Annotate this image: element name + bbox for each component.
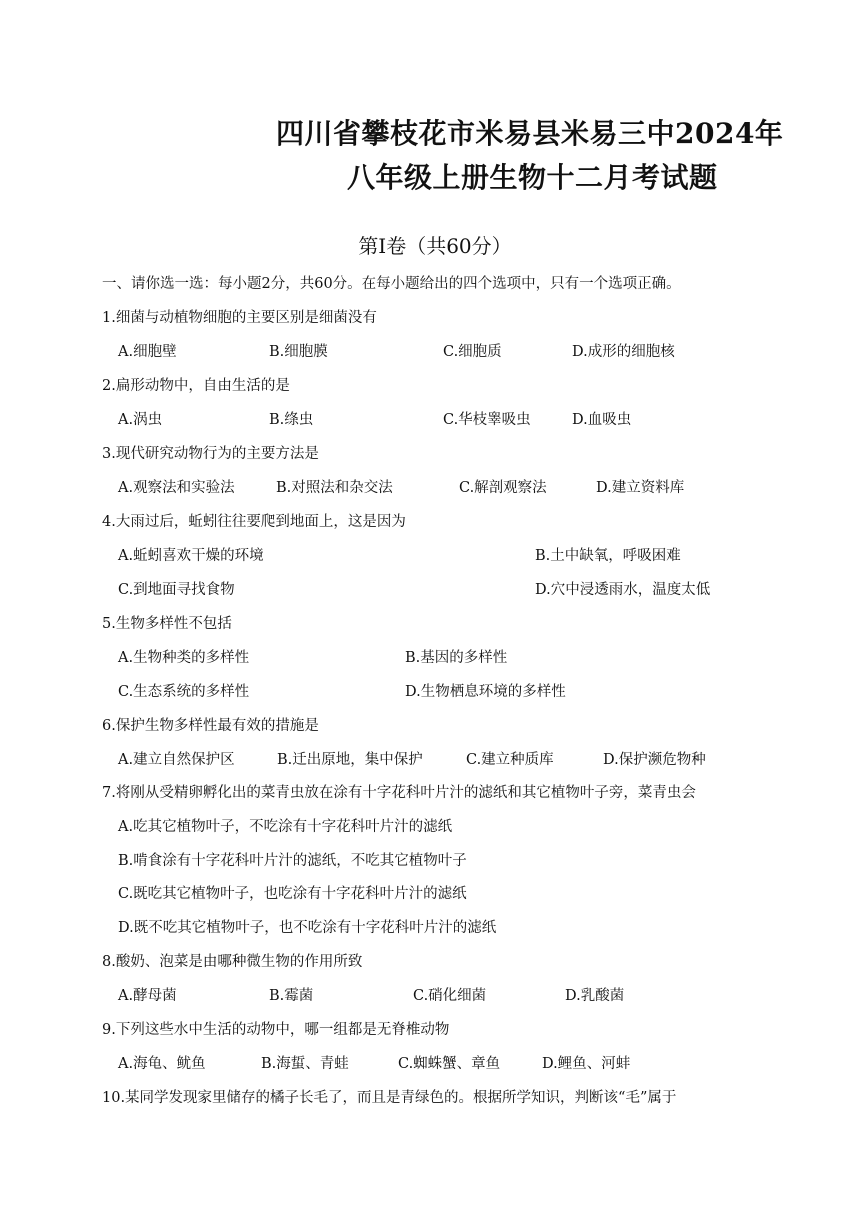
question-2-option-b: B.绦虫 <box>269 412 314 428</box>
document-title-line-2: 八年级上册生物十二月考试题 <box>347 161 718 194</box>
question-4-option-b: B.土中缺氧，呼吸困难 <box>535 548 681 564</box>
question-1-option-a: A.细胞壁 <box>118 344 177 360</box>
question-2-stem: 2.扁形动物中，自由生活的是 <box>102 378 290 394</box>
question-5-option-a: A.生物种类的多样性 <box>118 650 250 666</box>
question-3-option-b: B.对照法和杂交法 <box>276 480 393 496</box>
question-6-option-b: B.迁出原地，集中保护 <box>277 752 423 768</box>
question-3-stem: 3.现代研究动物行为的主要方法是 <box>102 446 319 462</box>
question-9-option-d: D.鲤鱼、河蚌 <box>542 1056 631 1072</box>
question-5-option-c: C.生态系统的多样性 <box>118 684 250 700</box>
question-7-option-a: A.吃其它植物叶子，不吃涂有十字花科叶片汁的滤纸 <box>118 819 453 835</box>
question-6-stem: 6.保护生物多样性最有效的措施是 <box>102 718 319 734</box>
question-9-option-a: A.海龟、鱿鱼 <box>118 1056 206 1072</box>
question-4-option-d: D.穴中浸透雨水，温度太低 <box>535 582 711 598</box>
question-1-stem: 1.细菌与动植物细胞的主要区别是细菌没有 <box>102 310 377 326</box>
question-9-option-c: C.蜘蛛蟹、章鱼 <box>398 1056 501 1072</box>
question-10-stem: 10.某同学发现家里储存的橘子长毛了，而且是青绿色的。根据所学知识，判断该“毛”属于 <box>102 1090 677 1106</box>
question-6-option-a: A.建立自然保护区 <box>118 752 235 768</box>
question-3-option-d: D.建立资料库 <box>596 480 685 496</box>
question-7-option-c: C.既吃其它植物叶子，也吃涂有十字花科叶片汁的滤纸 <box>118 886 467 902</box>
question-3-option-a: A.观察法和实验法 <box>118 480 235 496</box>
question-3-option-c: C.解剖观察法 <box>459 480 547 496</box>
question-7-stem: 7.将刚从受精卵孵化出的菜青虫放在涂有十字花科叶片汁的滤纸和其它植物叶子旁，菜青虫会 <box>102 785 696 801</box>
question-9-option-b: B.海蜇、青蛙 <box>261 1056 349 1072</box>
question-7-option-d: D.既不吃其它植物叶子，也不吃涂有十字花科叶片汁的滤纸 <box>118 920 497 936</box>
question-9-stem: 9.下列这些水中生活的动物中，哪一组都是无脊椎动物 <box>102 1022 450 1038</box>
section-title: 第Ⅰ卷（共60分） <box>358 234 512 258</box>
question-8-option-d: D.乳酸菌 <box>565 988 625 1004</box>
question-8-option-b: B.霉菌 <box>269 988 314 1004</box>
document-title-line-1: 四川省攀枝花市米易县米易三中2024年 <box>276 117 784 150</box>
question-5-option-b: B.基因的多样性 <box>405 650 508 666</box>
question-4-stem: 4.大雨过后，蚯蚓往往要爬到地面上，这是因为 <box>102 514 406 530</box>
question-8-option-c: C.硝化细菌 <box>413 988 487 1004</box>
question-7-option-b: B.啃食涂有十字花科叶片汁的滤纸，不吃其它植物叶子 <box>118 853 467 869</box>
question-6-option-c: C.建立种质库 <box>466 752 554 768</box>
question-1-option-d: D.成形的细胞核 <box>572 344 675 360</box>
question-6-option-d: D.保护濒危物种 <box>603 752 706 768</box>
question-5-stem: 5.生物多样性不包括 <box>102 616 232 632</box>
question-8-stem: 8.酸奶、泡菜是由哪种微生物的作用所致 <box>102 954 363 970</box>
question-4-option-a: A.蚯蚓喜欢干燥的环境 <box>118 548 264 564</box>
question-1-option-c: C.细胞质 <box>443 344 502 360</box>
question-4-option-c: C.到地面寻找食物 <box>118 582 235 598</box>
question-8-option-a: A.酵母菌 <box>118 988 177 1004</box>
instructions: 一、请你选一选：每小题2分，共60分。在每小题给出的四个选项中，只有一个选项正确。 <box>102 276 681 292</box>
question-1-option-b: B.细胞膜 <box>269 344 328 360</box>
question-2-option-a: A.涡虫 <box>118 412 163 428</box>
question-2-option-c: C.华枝睾吸虫 <box>443 412 531 428</box>
question-5-option-d: D.生物栖息环境的多样性 <box>405 684 566 700</box>
question-2-option-d: D.血吸虫 <box>572 412 632 428</box>
